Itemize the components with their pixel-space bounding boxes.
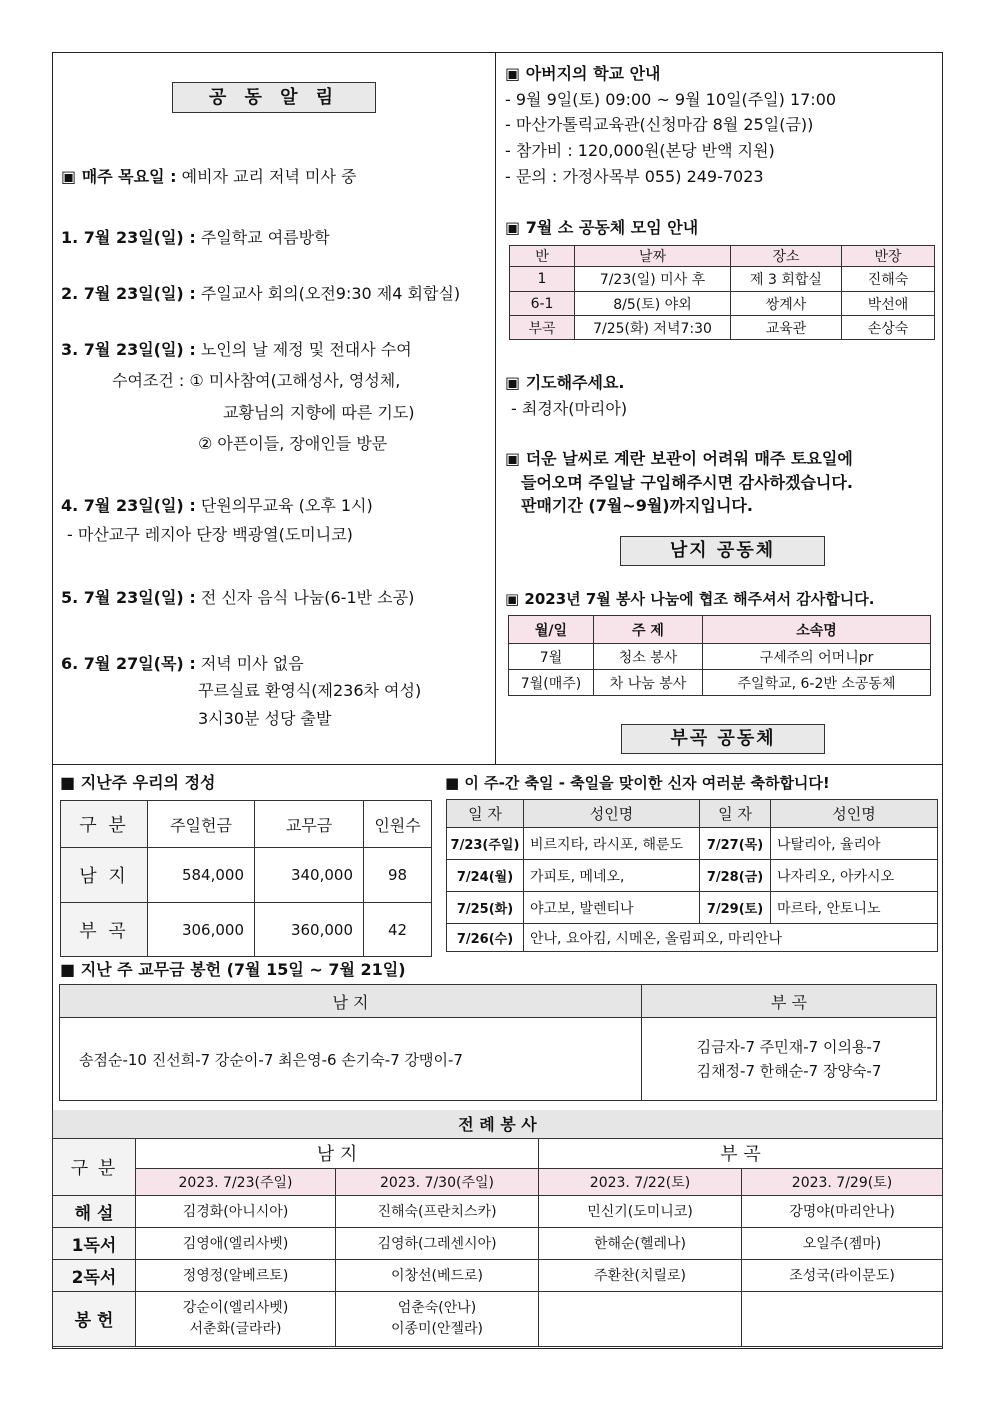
- table-cell: 교육관: [731, 316, 842, 340]
- table-header: 날짜: [575, 246, 731, 267]
- notice-item-label: 2. 7월 23일(일) :: [61, 284, 196, 303]
- small-community-title: ▣ 7월 소 공동체 모임 안내: [505, 218, 699, 237]
- table-header: 반: [510, 246, 575, 267]
- table-header: 남 지: [136, 1138, 539, 1168]
- notice-item-label: 4. 7월 23일(일) :: [61, 496, 196, 515]
- table-row: [60, 1018, 937, 1101]
- table-cell: 구세주의 어머니pr: [703, 644, 931, 670]
- tithe-title: ■ 지난 주 교무금 봉헌 (7월 15일 ~ 7월 21일): [60, 960, 406, 979]
- table-row: [510, 316, 935, 340]
- egg-notice-line: ▣ 더운 날씨로 계란 보관이 어려워 매주 토요일에: [505, 449, 853, 468]
- table-row: [447, 892, 938, 924]
- table-header: 구 분: [53, 1138, 136, 1195]
- table-cell: 쌍계사: [731, 292, 842, 316]
- notice-item-4: [61, 496, 373, 516]
- notice-item-text: 노인의 날 제정 및 전대사 수여: [200, 340, 412, 359]
- table-cell: 김영하(그레센시아): [336, 1227, 539, 1259]
- notice-item-2: [61, 284, 460, 304]
- table-cell: 1독서: [53, 1227, 136, 1259]
- notice-item-text: 전 신자 음식 나눔(6-1반 소공): [200, 588, 415, 607]
- table-header: 일 자: [700, 800, 771, 828]
- service-table: [508, 615, 931, 696]
- table-header: 부 곡: [539, 1138, 943, 1168]
- table-row: [61, 903, 432, 957]
- notice-item-3-cond2: 교황님의 지향에 따른 기도): [223, 403, 415, 422]
- table-header: 2023. 7/22(토): [539, 1168, 742, 1195]
- notice-item-4-sub: - 마산교구 레지아 단장 백광열(도미니코): [67, 525, 353, 544]
- table-cell: [742, 1291, 943, 1346]
- notice-item-text: 주일학교 여름방학: [200, 228, 330, 247]
- table-row: [53, 1195, 943, 1227]
- table-cell: 이창선(베드로): [336, 1259, 539, 1291]
- namji-community-title: 남지 공동체: [620, 536, 825, 566]
- table-header: 2023. 7/30(주일): [336, 1168, 539, 1195]
- table-row: [53, 1259, 943, 1291]
- table-cell: 7/29(토): [700, 892, 771, 924]
- table-header: 주일헌금: [148, 801, 255, 848]
- tithe-table: [59, 984, 937, 1101]
- weekly-notice: [61, 167, 357, 187]
- service-thanks-title: ▣ 2023년 7월 봉사 나눔에 협조 해주셔서 감사합니다.: [505, 590, 875, 608]
- feast-title: ■ 이 주-간 축일 - 축일을 맞이한 신자 여러분 축하합니다!: [445, 774, 830, 792]
- table-header: 성인명: [524, 800, 700, 828]
- offering-table: [60, 800, 432, 957]
- pray-title: ▣ 기도해주세요.: [505, 373, 625, 392]
- table-header: 2023. 7/29(토): [742, 1168, 943, 1195]
- notice-item-6-sub2: 3시30분 성당 출발: [198, 709, 332, 728]
- table-cell: 8/5(토) 야외: [575, 292, 731, 316]
- table-row: [53, 1291, 943, 1346]
- table-header: 2023. 7/23(주일): [136, 1168, 336, 1195]
- table-row: [53, 1227, 943, 1259]
- table-cell: 강명야(마리안나): [742, 1195, 943, 1227]
- table-cell: 해 설: [53, 1195, 136, 1227]
- notice-item-5: [61, 588, 414, 608]
- table-cell: 부곡: [510, 316, 575, 340]
- table-cell: 7/23(주일): [447, 828, 524, 860]
- column-divider: [495, 52, 496, 764]
- table-cell: 정영정(알베르토): [136, 1259, 336, 1291]
- table-cell: 진해숙(프란치스카): [336, 1195, 539, 1227]
- notice-item-1: [61, 228, 330, 248]
- table-header: 장소: [731, 246, 842, 267]
- weekly-text: 예비자 교리 저녁 미사 중: [181, 167, 357, 186]
- table-cell: 7/26(수): [447, 924, 524, 952]
- notice-item-3-cond1: 수여조건 : ① 미사참여(고해성사, 영성체,: [112, 371, 401, 390]
- table-cell: 오일주(젬마): [742, 1227, 943, 1259]
- table-cell: 차 나눔 봉사: [594, 670, 703, 696]
- egg-notice-line: 판매기간 (7월~9월)까지입니다.: [521, 496, 753, 515]
- notice-item-label: 5. 7월 23일(일) :: [61, 588, 196, 607]
- tithe-bugok-line: 김금자-7 주민재-7 이의용-7: [696, 1038, 882, 1056]
- table-cell: 봉 헌: [53, 1291, 136, 1346]
- table-cell: 98: [364, 848, 432, 903]
- table-cell: 김경화(아니시아): [136, 1195, 336, 1227]
- offering-title: ■ 지난주 우리의 정성: [60, 773, 216, 792]
- table-cell: 나자리오, 아카시오: [771, 860, 938, 892]
- table-row: [61, 848, 432, 903]
- notice-item-text: 저녁 미사 없음: [200, 654, 304, 673]
- table-cell: 김영애(엘리사벳): [136, 1227, 336, 1259]
- table-cell: 2독서: [53, 1259, 136, 1291]
- table-row: [447, 924, 938, 952]
- table-row: [447, 828, 938, 860]
- liturgy-table: [52, 1110, 943, 1347]
- notice-title: 공 동 알 림: [172, 82, 376, 113]
- table-cell: 남 지: [61, 848, 148, 903]
- table-cell: 마르타, 안토니노: [771, 892, 938, 924]
- notice-item-label: 1. 7월 23일(일) :: [61, 228, 196, 247]
- table-cell: 비르지타, 라시포, 해룬도: [524, 828, 700, 860]
- table-cell: 한해순(헬레나): [539, 1227, 742, 1259]
- weekly-label: ▣ 매주 목요일 :: [61, 167, 177, 186]
- table-cell: [539, 1291, 742, 1346]
- father-line: - 문의 : 가정사목부 055) 249-7023: [505, 167, 764, 186]
- father-line: - 9월 9일(토) 09:00 ~ 9월 10일(주일) 17:00: [505, 90, 837, 109]
- table-header: 월/일: [509, 616, 594, 644]
- liturgy-title: 전 례 봉 사: [53, 1110, 943, 1138]
- notice-item-label: 6. 7월 27일(목) :: [61, 654, 196, 673]
- section-divider: [52, 764, 943, 765]
- table-cell: 박선애: [842, 292, 935, 316]
- table-cell: 부 곡: [61, 903, 148, 957]
- table-cell: 7/28(금): [700, 860, 771, 892]
- table-cell: [336, 1291, 539, 1346]
- tithe-namji-names: 송점순-10 진선희-7 강순이-7 최은영-6 손기숙-7 강맹이-7: [60, 1018, 642, 1101]
- table-cell: 주환찬(치릴로): [539, 1259, 742, 1291]
- table-cell: [136, 1291, 336, 1346]
- table-cell: 7/24(월): [447, 860, 524, 892]
- table-cell: 7월: [509, 644, 594, 670]
- tithe-bugok-names: [642, 1018, 937, 1101]
- feast-table: [446, 799, 938, 952]
- notice-item-text: 주일교사 회의(오전9:30 제4 회합실): [200, 284, 461, 303]
- table-cell: 안나, 요아킴, 시메온, 올림피오, 마리안나: [524, 924, 938, 952]
- table-header: 구 분: [61, 801, 148, 848]
- table-row: [510, 292, 935, 316]
- table-cell: 주일학교, 6-2반 소공동체: [703, 670, 931, 696]
- table-cell: 340,000: [255, 848, 364, 903]
- table-cell: 청소 봉사: [594, 644, 703, 670]
- table-cell: 조성국(라이문도): [742, 1259, 943, 1291]
- notice-item-text: 단원의무교육 (오후 1시): [200, 496, 373, 515]
- table-cell: 제 3 회합실: [731, 267, 842, 292]
- notice-item-label: 3. 7월 23일(일) :: [61, 340, 196, 359]
- offer-name: 이종미(안젤라): [390, 1320, 484, 1337]
- table-cell: 손상숙: [842, 316, 935, 340]
- table-header: 부 곡: [642, 985, 937, 1018]
- table-row: [509, 670, 931, 696]
- table-row: [447, 860, 938, 892]
- egg-notice-line: 들어오며 주일날 구입해주시면 감사하겠습니다.: [521, 473, 853, 492]
- table-cell: 가피토, 메네오,: [524, 860, 700, 892]
- table-header: 인원수: [364, 801, 432, 848]
- table-cell: 360,000: [255, 903, 364, 957]
- table-header: 성인명: [771, 800, 938, 828]
- notice-item-6-sub1: 꾸르실료 환영식(제236차 여성): [198, 681, 422, 700]
- table-cell: 나탈리아, 율리아: [771, 828, 938, 860]
- notice-item-3: [61, 340, 412, 360]
- table-cell: 1: [510, 267, 575, 292]
- table-cell: 42: [364, 903, 432, 957]
- table-cell: 306,000: [148, 903, 255, 957]
- table-cell: 야고보, 발렌티나: [524, 892, 700, 924]
- table-row: [510, 267, 935, 292]
- father-line: - 참가비 : 120,000원(본당 반액 지원): [505, 141, 775, 160]
- bugok-community-title: 부곡 공동체: [621, 724, 825, 754]
- father-line: - 마산가톨릭교육관(신청마감 8월 25일(금)): [505, 115, 814, 134]
- notice-item-6: [61, 654, 304, 674]
- table-header: 반장: [842, 246, 935, 267]
- table-cell: 7/23(일) 미사 후: [575, 267, 731, 292]
- table-cell: 584,000: [148, 848, 255, 903]
- table-cell: 7/25(화): [447, 892, 524, 924]
- table-header: 일 자: [447, 800, 524, 828]
- table-cell: 6-1: [510, 292, 575, 316]
- table-row: [509, 644, 931, 670]
- offer-name: 강순이(엘리사벳): [182, 1299, 289, 1316]
- offer-name: 서춘화(글라라): [189, 1320, 282, 1337]
- tithe-bugok-line: 김채정-7 한해순-7 장양숙-7: [696, 1062, 882, 1080]
- table-header: 소속명: [703, 616, 931, 644]
- notice-item-3-cond3: ② 아픈이들, 장애인들 방문: [198, 434, 388, 453]
- table-header: 주 제: [594, 616, 703, 644]
- pray-text: - 최경자(마리아): [511, 399, 628, 418]
- offer-name: 엄춘숙(안나): [397, 1299, 477, 1316]
- table-cell: 민신기(도미니코): [539, 1195, 742, 1227]
- father-school-title: ▣ 아버지의 학교 안내: [505, 64, 661, 83]
- table-cell: 7월(매주): [509, 670, 594, 696]
- table-header: 교무금: [255, 801, 364, 848]
- small-community-table: [509, 245, 935, 340]
- table-cell: 7/25(화) 저녁7:30: [575, 316, 731, 340]
- table-cell: 진해숙: [842, 267, 935, 292]
- table-header: 남 지: [60, 985, 642, 1018]
- table-cell: 7/27(목): [700, 828, 771, 860]
